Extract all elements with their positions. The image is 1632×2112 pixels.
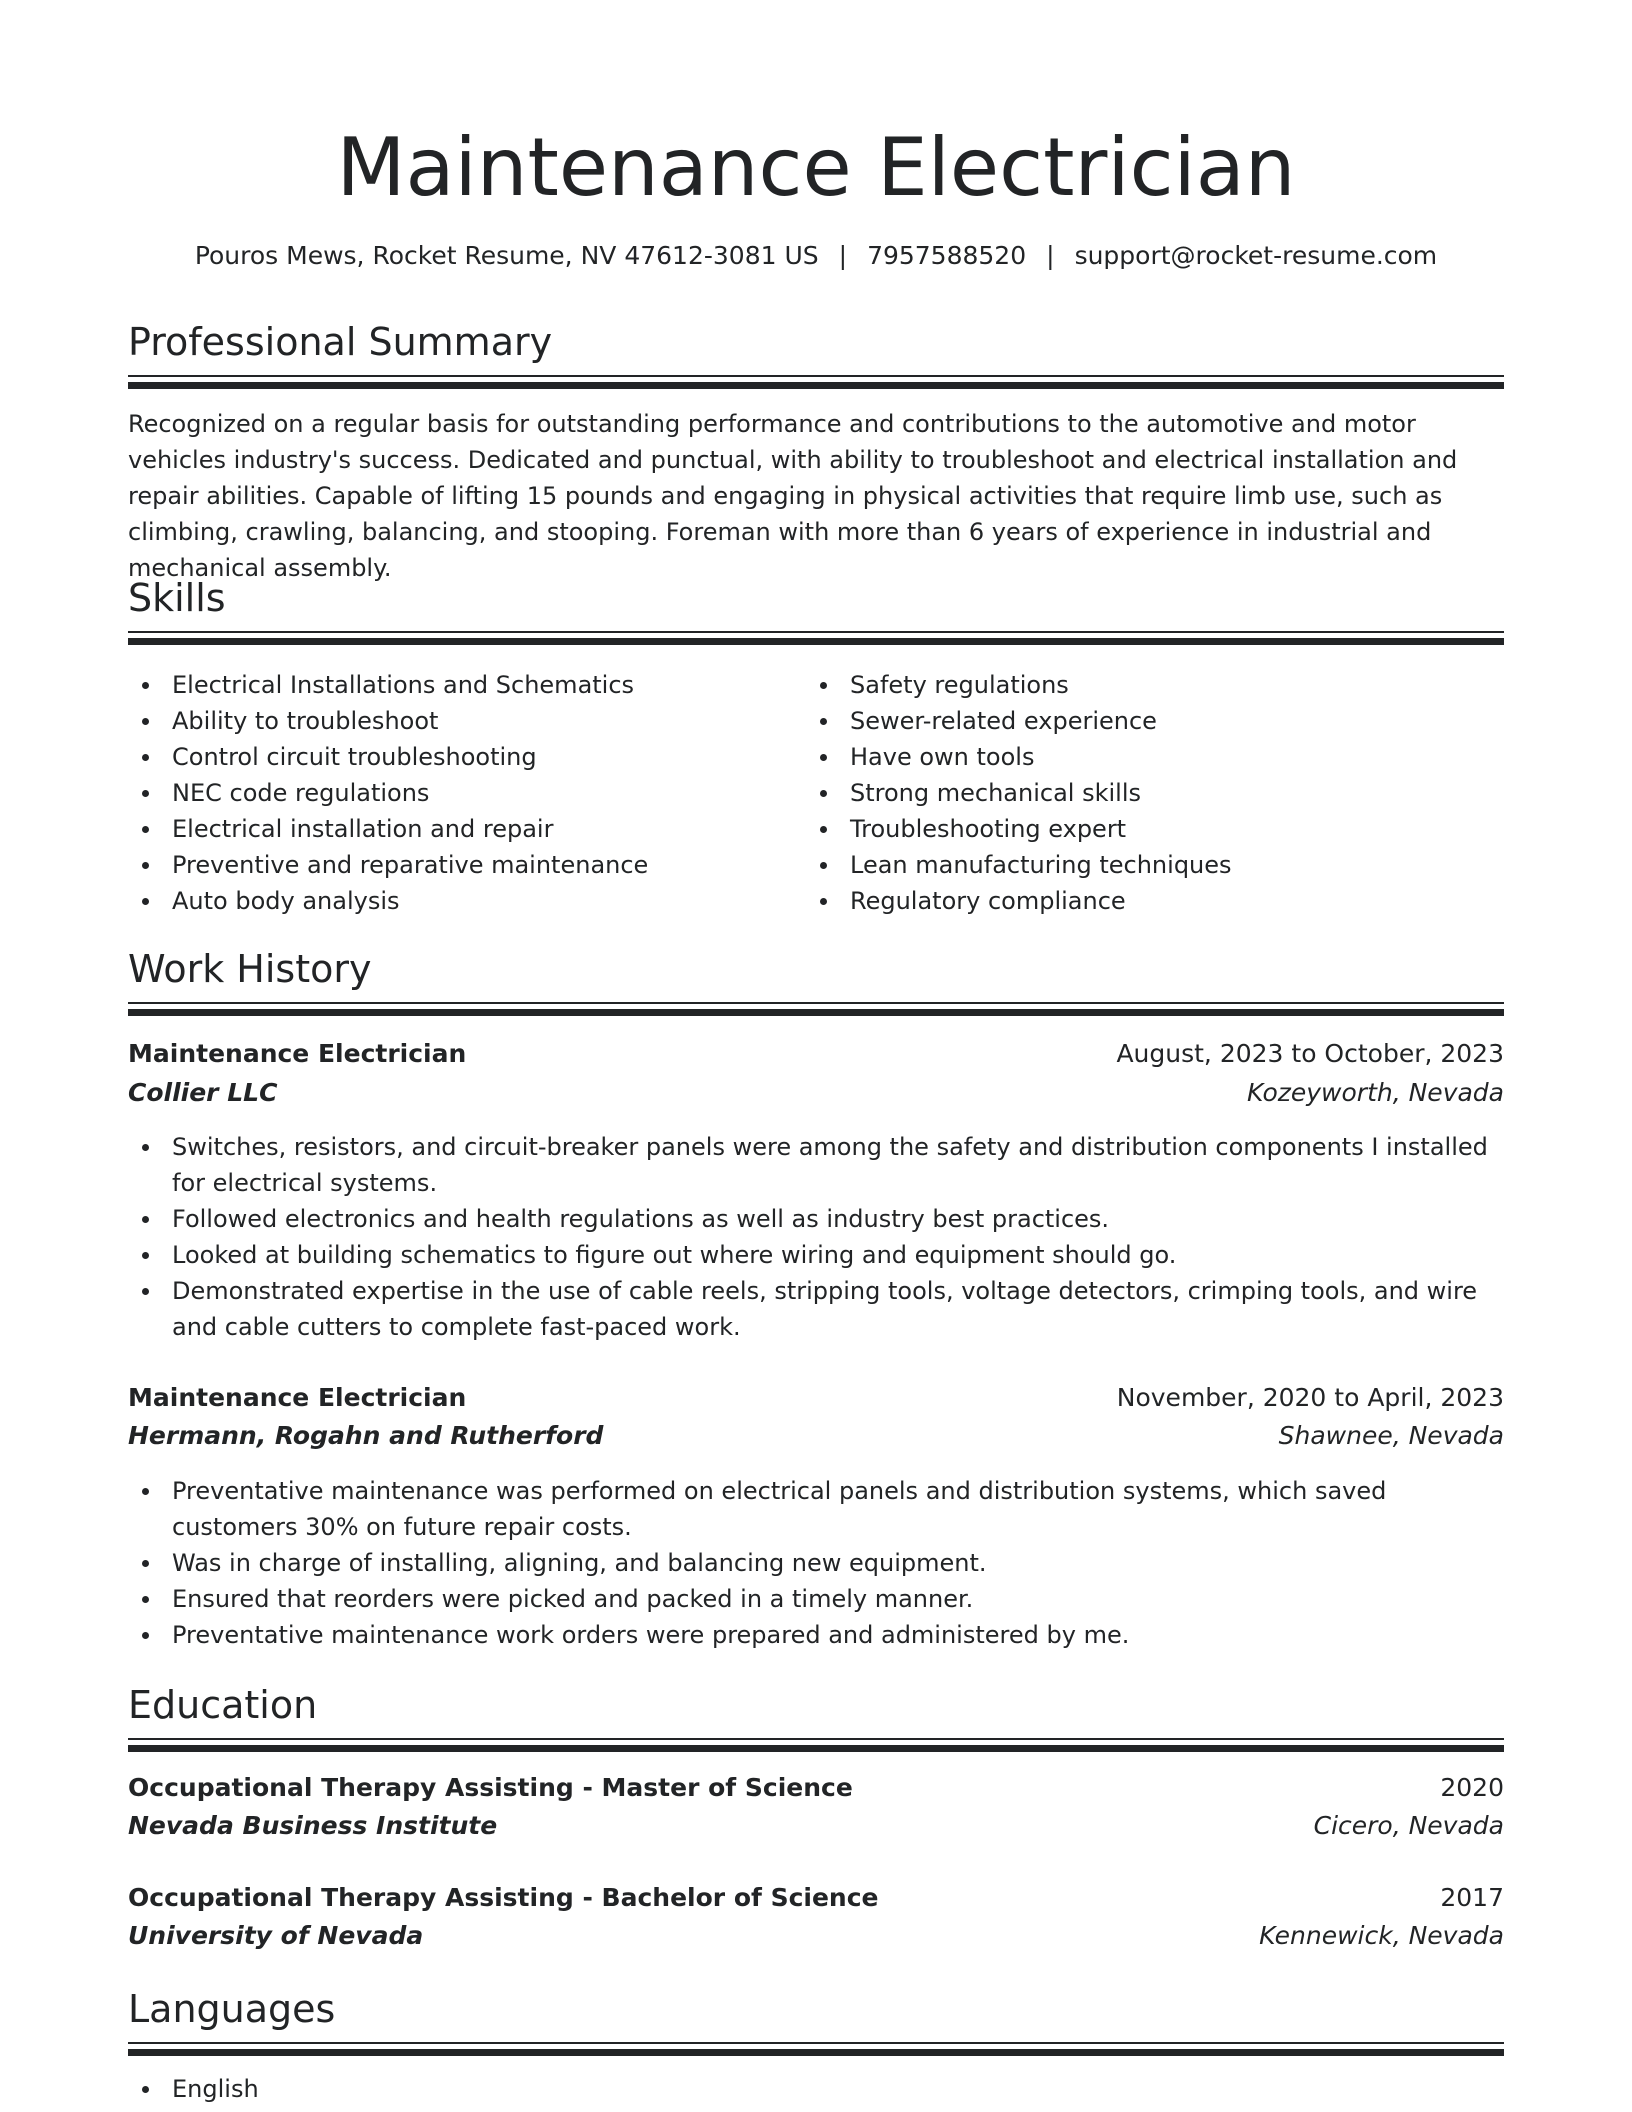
contact-separator: | <box>838 241 848 270</box>
job-location: Kozeyworth, Nevada <box>1246 1078 1504 1107</box>
section-divider <box>128 375 1504 389</box>
section-divider <box>128 1002 1504 1016</box>
job-bullet: Preventative maintenance was performed on electrical panels and distribution systems, which saved customers 30% on future repair costs. <box>128 1473 1504 1545</box>
summary-heading: Professional Summary <box>128 320 553 364</box>
job-bullets <box>128 1129 1504 1345</box>
section-divider <box>128 1738 1504 1752</box>
job-bullets <box>128 1473 1504 1653</box>
job-bullet: Followed electronics and health regulations as well as industry best practices. <box>128 1201 1504 1237</box>
job-title: Maintenance Electrician <box>128 1383 467 1412</box>
contact-email[interactable]: support@rocket-resume.com <box>1074 241 1438 270</box>
job-location: Shawnee, Nevada <box>1278 1421 1504 1450</box>
skill-item: Have own tools <box>806 739 1486 775</box>
skills-heading: Skills <box>128 576 226 620</box>
languages-heading: Languages <box>128 1987 336 2031</box>
candidate-name: Maintenance Electrician <box>336 121 1296 214</box>
job-company: Collier LLC <box>128 1078 278 1107</box>
education-heading: Education <box>128 1683 318 1727</box>
skill-item: Safety regulations <box>806 667 1486 703</box>
contact-address: Pouros Mews, Rocket Resume, NV 47612-3081 US <box>194 241 819 270</box>
skill-item: Ability to troubleshoot <box>128 703 808 739</box>
skill-item: Electrical Installations and Schematics <box>128 667 808 703</box>
skill-item: Lean manufacturing techniques <box>806 847 1486 883</box>
skill-item: Regulatory compliance <box>806 883 1486 919</box>
skill-item: Troubleshooting expert <box>806 811 1486 847</box>
skill-item: Auto body analysis <box>128 883 808 919</box>
degree-year: 2020 <box>1440 1773 1504 1802</box>
contact-phone: 7957588520 <box>867 241 1027 270</box>
job-dates: November, 2020 to April, 2023 <box>1116 1383 1504 1412</box>
section-divider <box>128 631 1504 645</box>
school-name: Nevada Business Institute <box>128 1811 498 1840</box>
language-item: English <box>128 2071 1504 2107</box>
section-divider <box>128 2042 1504 2056</box>
skills-list-left <box>128 667 808 919</box>
contact-line <box>128 238 1504 274</box>
job-bullet: Was in charge of installing, aligning, and balancing new equipment. <box>128 1545 1504 1581</box>
job-bullet: Preventative maintenance work orders were prepared and administered by me. <box>128 1617 1504 1653</box>
job-title: Maintenance Electrician <box>128 1039 467 1068</box>
job-dates: August, 2023 to October, 2023 <box>1116 1039 1504 1068</box>
skills-list-right <box>806 667 1486 919</box>
degree-year: 2017 <box>1440 1883 1504 1912</box>
skill-item: Strong mechanical skills <box>806 775 1486 811</box>
summary-text: Recognized on a regular basis for outstanding performance and contributions to the automotive and motor vehicles industry's success. Dedicated and punctual, with ability to troubleshoot and electrical installation and repair abilities. Capable of lifting 15 pounds and engaging in physical activities that require limb use, such as climbing, crawling, balancing, and stooping. Foreman with more than 6 years of experience in industrial and mechanical assembly. <box>128 410 1458 582</box>
job-bullet: Ensured that reorders were picked and packed in a timely manner. <box>128 1581 1504 1617</box>
work-history-heading: Work History <box>128 947 372 991</box>
skill-item: Electrical installation and repair <box>128 811 808 847</box>
school-location: Cicero, Nevada <box>1313 1811 1504 1840</box>
job-bullet: Demonstrated expertise in the use of cable reels, stripping tools, voltage detectors, crimping tools, and wire and cable cutters to complete fast-paced work. <box>128 1273 1504 1345</box>
job-company: Hermann, Rogahn and Rutherford <box>128 1421 604 1450</box>
degree-title: Occupational Therapy Assisting - Bachelor of Science <box>128 1883 879 1912</box>
contact-separator: | <box>1046 241 1055 270</box>
school-name: University of Nevada <box>128 1921 424 1950</box>
skill-item: Sewer-related experience <box>806 703 1486 739</box>
job-bullet: Looked at building schematics to figure out where wiring and equipment should go. <box>128 1237 1504 1273</box>
skill-item: Preventive and reparative maintenance <box>128 847 808 883</box>
skill-item: Control circuit troubleshooting <box>128 739 808 775</box>
skill-item: NEC code regulations <box>128 775 808 811</box>
degree-title: Occupational Therapy Assisting - Master of Science <box>128 1773 853 1802</box>
school-location: Kennewick, Nevada <box>1259 1921 1504 1950</box>
languages-list <box>128 2071 1504 2107</box>
job-bullet: Switches, resistors, and circuit-breaker panels were among the safety and distribution components I installed for electrical systems. <box>128 1129 1504 1201</box>
